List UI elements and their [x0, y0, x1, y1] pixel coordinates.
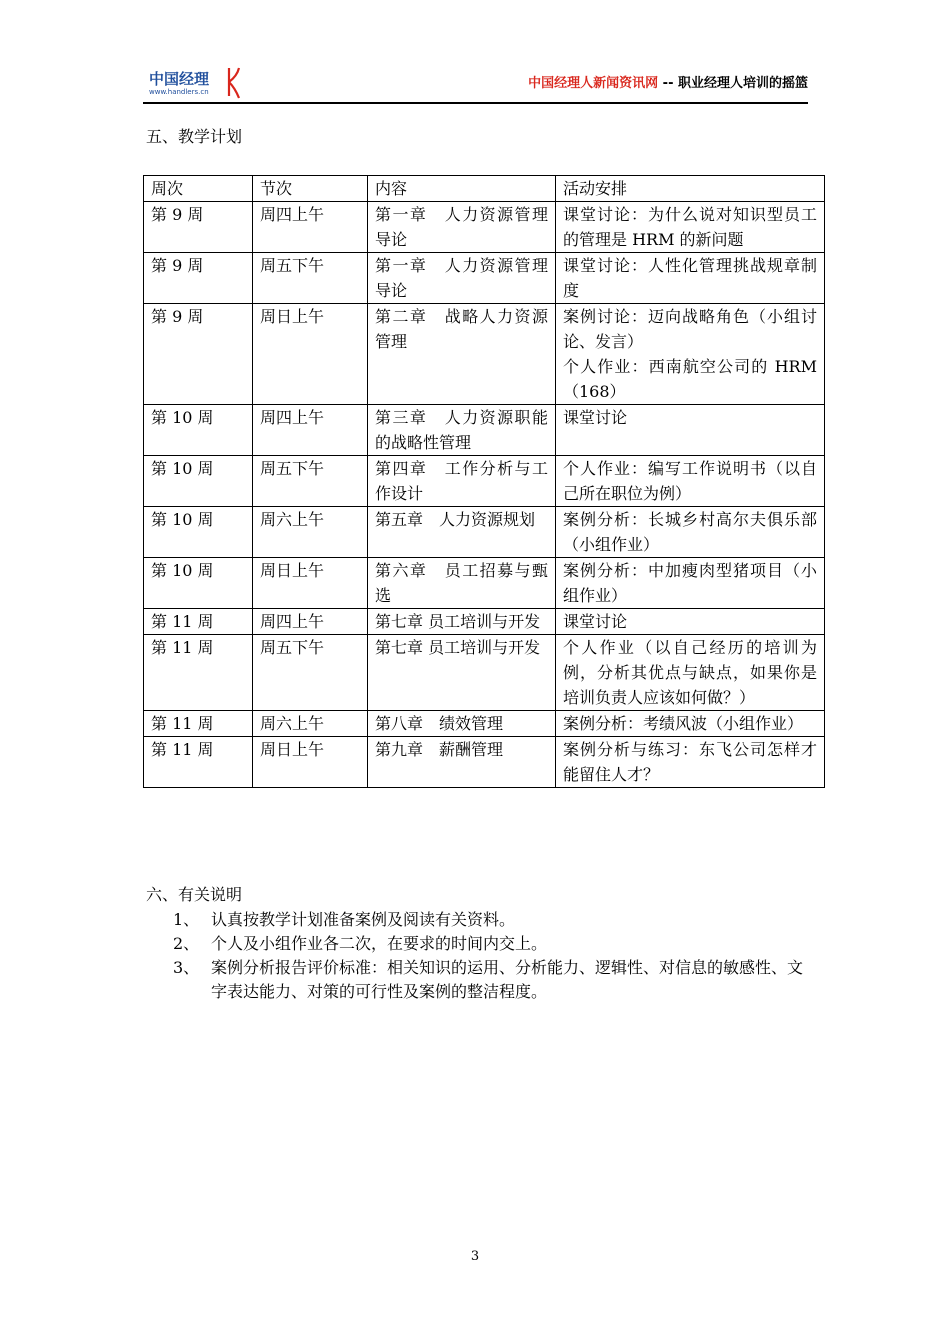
cell-activity: 个人作业：编写工作说明书（以自己所在职位为例） — [556, 456, 825, 507]
cell-week: 第 10 周 — [144, 558, 253, 609]
cell-week: 第 9 周 — [144, 253, 253, 304]
section-title-notes: 六、有关说明 — [146, 885, 243, 904]
cell-content: 第五章 人力资源规划 — [368, 507, 556, 558]
header-session: 节次 — [253, 176, 368, 202]
cell-activity: 课堂讨论 — [556, 405, 825, 456]
cell-content: 第八章 绩效管理 — [368, 711, 556, 737]
note-text: 认真按教学计划准备案例及阅读有关资料。 — [211, 910, 516, 929]
cell-content: 第六章 员工招募与甄选 — [368, 558, 556, 609]
cell-week: 第 9 周 — [144, 304, 253, 405]
cell-activity — [556, 304, 825, 405]
cell-week: 第 11 周 — [144, 635, 253, 711]
table-row — [144, 202, 825, 253]
cell-session: 周五下午 — [253, 456, 368, 507]
cell-activity: 课堂讨论 — [556, 609, 825, 635]
table-row — [144, 711, 825, 737]
cell-week: 第 10 周 — [144, 456, 253, 507]
cell-content: 第九章 薪酬管理 — [368, 737, 556, 788]
list-item — [173, 908, 813, 932]
table-row — [144, 253, 825, 304]
header-week: 周次 — [144, 176, 253, 202]
table-row — [144, 635, 825, 711]
note-number: 1、 — [173, 910, 200, 929]
cell-content: 第七章 员工培训与开发 — [368, 635, 556, 711]
cell-session: 周日上午 — [253, 304, 368, 405]
activity-line: 个人作业：西南航空公司的 HRM（168） — [563, 357, 817, 401]
note-text: 案例分析报告评价标准：相关知识的运用、分析能力、逻辑性、对信息的敏感性、文字表达能力、对策的可行性及案例的整洁程度。 — [211, 958, 804, 1001]
page-header — [143, 62, 808, 104]
header-activity: 活动安排 — [556, 176, 825, 202]
note-text: 个人及小组作业各二次，在要求的时间内交上。 — [211, 934, 548, 953]
header-divider — [143, 102, 808, 104]
logo-url: www.handlers.cn — [149, 88, 209, 96]
cell-session: 周六上午 — [253, 507, 368, 558]
cell-week: 第 9 周 — [144, 202, 253, 253]
header-content: 内容 — [368, 176, 556, 202]
table-header-row — [144, 176, 825, 202]
cell-activity: 案例分析：考绩风波（小组作业） — [556, 711, 825, 737]
cell-session: 周日上午 — [253, 737, 368, 788]
cell-session: 周四上午 — [253, 202, 368, 253]
table-row — [144, 304, 825, 405]
cell-activity: 案例分析与练习：东飞公司怎样才能留住人才？ — [556, 737, 825, 788]
notes-list — [173, 908, 813, 1004]
note-number: 2、 — [173, 934, 200, 953]
cell-activity: 课堂讨论：为什么说对知识型员工的管理是 HRM 的新问题 — [556, 202, 825, 253]
cell-content: 第七章 员工培训与开发 — [368, 609, 556, 635]
list-item — [173, 932, 813, 956]
cell-week: 第 11 周 — [144, 711, 253, 737]
cell-activity: 案例分析：中加瘦肉型猪项目（小组作业） — [556, 558, 825, 609]
cell-activity: 个人作业（以自己经历的培训为例，分析其优点与缺点，如果你是培训负责人应该如何做？） — [556, 635, 825, 711]
list-item — [173, 956, 813, 1004]
cell-activity: 案例分析：长城乡村高尔夫俱乐部（小组作业） — [556, 507, 825, 558]
table-row — [144, 558, 825, 609]
page-number: 3 — [470, 1249, 480, 1264]
cell-session: 周四上午 — [253, 405, 368, 456]
section-title-teaching-plan: 五、教学计划 — [146, 127, 243, 146]
table-row — [144, 737, 825, 788]
teaching-plan-table — [143, 175, 825, 788]
header-slogan — [528, 72, 808, 91]
cell-week: 第 11 周 — [144, 737, 253, 788]
slogan-tagline: -- 职业经理人培训的摇篮 — [658, 76, 808, 91]
cell-week: 第 11 周 — [144, 609, 253, 635]
cell-content: 第二章 战略人力资源管理 — [368, 304, 556, 405]
table-row — [144, 456, 825, 507]
cell-week: 第 10 周 — [144, 405, 253, 456]
cell-content: 第一章 人力资源管理导论 — [368, 253, 556, 304]
activity-line: 案例讨论：迈向战略角色（小组讨论、发言） — [563, 307, 817, 351]
cell-session: 周五下午 — [253, 635, 368, 711]
table-row — [144, 609, 825, 635]
slogan-site-name: 中国经理人新闻资讯网 — [528, 76, 659, 91]
note-number: 3、 — [173, 958, 200, 977]
cell-session: 周日上午 — [253, 558, 368, 609]
cell-content: 第一章 人力资源管理导论 — [368, 202, 556, 253]
table-row — [144, 507, 825, 558]
cell-content: 第四章 工作分析与工作设计 — [368, 456, 556, 507]
cell-content: 第三章 人力资源职能的战略性管理 — [368, 405, 556, 456]
logo-mark-icon — [223, 66, 243, 100]
cell-session: 周五下午 — [253, 253, 368, 304]
table-row — [144, 405, 825, 456]
logo — [143, 66, 253, 100]
logo-text: 中国经理 — [149, 70, 210, 88]
cell-activity: 课堂讨论：人性化管理挑战规章制度 — [556, 253, 825, 304]
cell-week: 第 10 周 — [144, 507, 253, 558]
cell-session: 周六上午 — [253, 711, 368, 737]
cell-session: 周四上午 — [253, 609, 368, 635]
